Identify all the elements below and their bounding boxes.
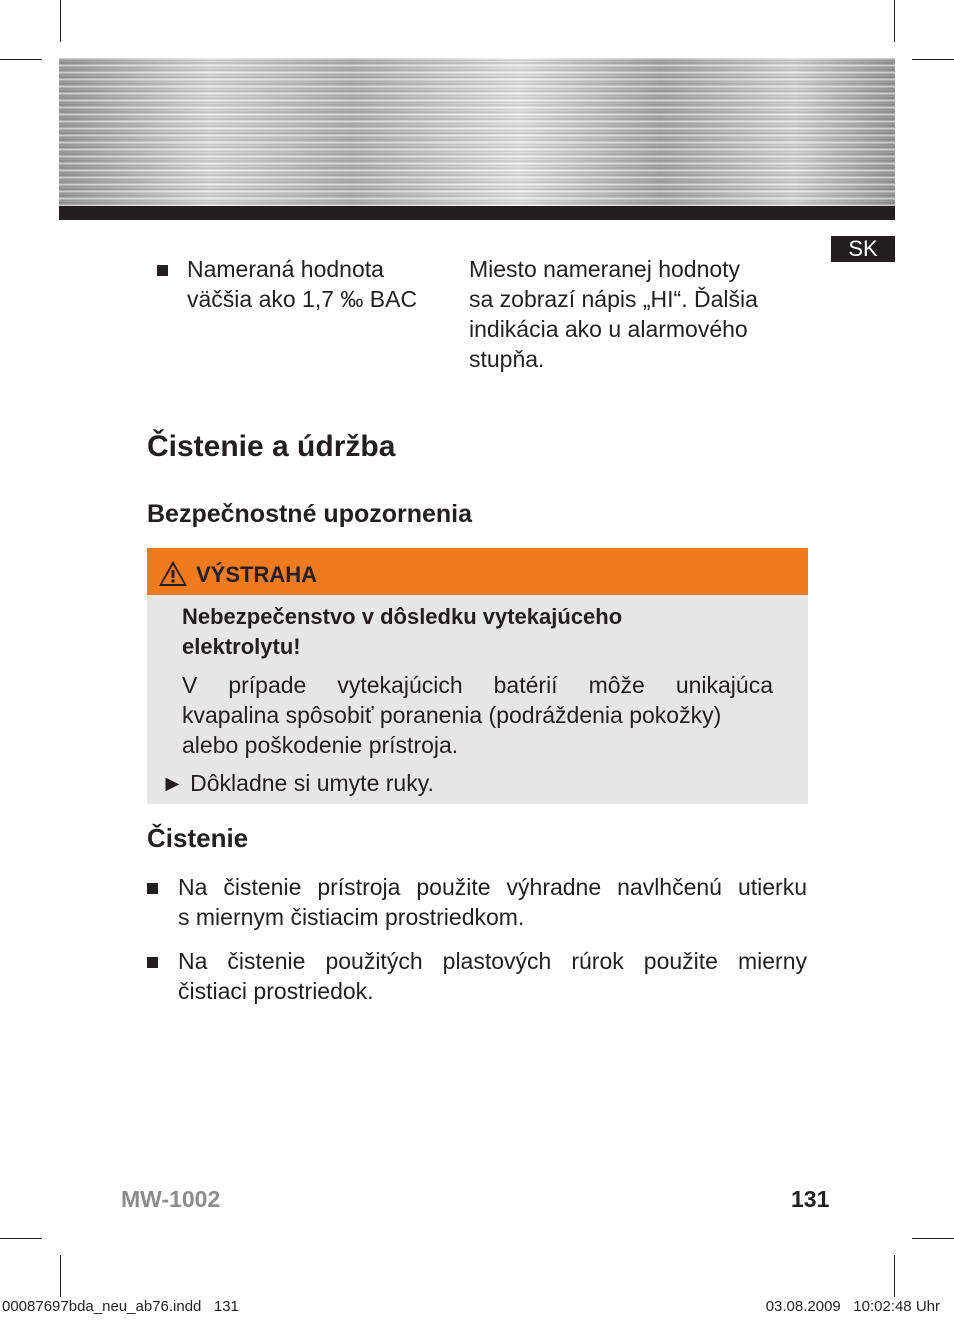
result-cell xyxy=(469,254,758,374)
slug-date: 03.08.2009 10:02:48 Uhr xyxy=(765,1298,940,1315)
crop-mark xyxy=(60,0,61,42)
arrow-right-icon: ► xyxy=(161,770,184,796)
bullet-square-icon xyxy=(147,883,158,894)
condition-line: väčšia ako 1,7 ‰ BAC xyxy=(187,286,418,312)
cleaning-item xyxy=(178,872,807,932)
bullet-square-icon xyxy=(147,957,158,968)
warning-heading-line: Nebezpečenstvo v dôsledku vytekajúceho xyxy=(182,604,623,629)
model-number: MW-1002 xyxy=(121,1186,221,1212)
language-tab: SK xyxy=(831,236,895,262)
condition-line: Nameraná hodnota xyxy=(187,256,384,282)
result-line: indikácia ako u alarmového xyxy=(469,316,748,342)
cleaning-item xyxy=(178,946,807,1006)
warning-action-text: Dôkladne si umyte ruky. xyxy=(190,770,434,796)
result-line: stupňa. xyxy=(469,346,545,372)
cleaning-item-line: čistiaci prostriedok. xyxy=(178,978,374,1004)
crop-mark xyxy=(912,59,954,60)
page-number: 131 xyxy=(791,1186,830,1212)
crop-mark xyxy=(894,1255,895,1297)
warning-text-line: V prípade vytekajúcich batérií môže unikajúca xyxy=(182,672,773,698)
brushed-metal-header xyxy=(59,58,895,206)
safety-title: Bezpečnostné upozornenia xyxy=(147,500,473,528)
slug-file: 00087697bda_neu_ab76.indd 131 xyxy=(2,1298,239,1315)
warning-triangle-icon xyxy=(158,560,188,587)
cleaning-item-line: Na čistenie použitých plastových rúrok použite mierny xyxy=(178,948,807,974)
result-line: sa zobrazí nápis „HI“. Ďalšia xyxy=(469,286,758,312)
crop-mark xyxy=(0,59,42,60)
warning-text xyxy=(182,670,773,760)
cleaning-title: Čistenie xyxy=(147,823,249,853)
bullet-square-icon xyxy=(157,265,168,276)
warning-heading xyxy=(182,602,622,662)
crop-mark xyxy=(912,1238,954,1239)
warning-text-line: kvapalina spôsobiť poranenia (podráždenia pokožky) xyxy=(182,702,722,728)
warning-text-line: alebo poškodenie prístroja. xyxy=(182,732,459,758)
result-line: Miesto nameranej hodnoty xyxy=(469,256,741,282)
warning-heading-line: elektrolytu! xyxy=(182,634,301,659)
warning-label: VÝSTRAHA xyxy=(196,562,318,587)
header-bar xyxy=(59,206,895,220)
crop-mark xyxy=(894,0,895,42)
crop-mark xyxy=(0,1238,42,1239)
condition-cell xyxy=(187,254,417,314)
cleaning-item-line: Na čistenie prístroja použite výhradne navlhčenú utierku xyxy=(178,874,807,900)
crop-mark xyxy=(60,1255,61,1297)
cleaning-item-line: s miernym čistiacim prostriedkom. xyxy=(178,904,525,930)
warning-action xyxy=(161,768,434,798)
section-title: Čistenie a údržba xyxy=(147,430,396,463)
